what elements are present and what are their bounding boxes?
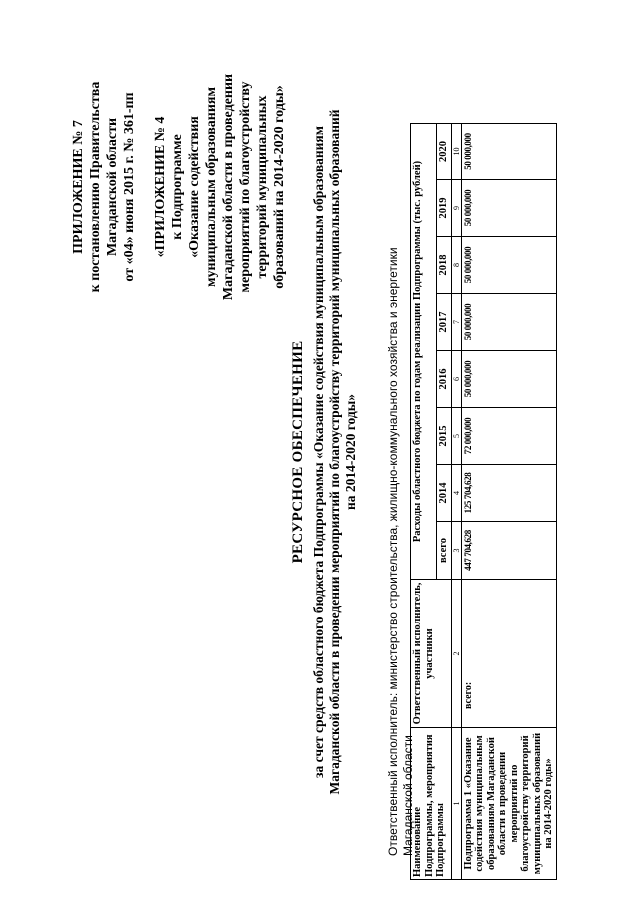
header-year: 2019 bbox=[437, 180, 452, 237]
header-name: Наименование Подпрограммы, мероприятия Подпрограммы bbox=[411, 728, 452, 880]
header-row bbox=[411, 124, 437, 880]
header-expenses: Расходы областного бюджета по годам реализации Подпрограммы (тыс. рублей) bbox=[411, 124, 437, 580]
resource-table bbox=[410, 123, 557, 880]
value-2019: 50 000,000 bbox=[461, 180, 556, 237]
appendix-subtitle: «ПРИЛОЖЕНИЕ № 4 bbox=[153, 116, 168, 258]
appendix-sub-line: муниципальным образованиям bbox=[204, 86, 219, 288]
column-number: 10 bbox=[451, 124, 461, 180]
appendix-sub-line: Магаданской области в проведении bbox=[221, 73, 236, 301]
title-block bbox=[290, 52, 359, 852]
appendix-sub-line: «Оказание содействия bbox=[187, 116, 202, 258]
value-2015: 72 000,000 bbox=[461, 408, 556, 465]
appendix-title: ПРИЛОЖЕНИЕ № 7 bbox=[71, 120, 86, 254]
column-number: 6 bbox=[451, 351, 461, 408]
value-2016: 50 000,000 bbox=[461, 351, 556, 408]
subtitle-line: на 2014-2020 годы» bbox=[343, 393, 358, 511]
document-subtitle bbox=[311, 52, 359, 852]
subtitle-line: за счет средств областного бюджета Подпрограммы «Оказание содействия муниципальным образованиям bbox=[311, 126, 326, 778]
appendix-sub-line: мероприятий по благоустройству bbox=[238, 81, 253, 293]
value-2018: 50 000,000 bbox=[461, 237, 556, 294]
column-number-row bbox=[451, 124, 461, 880]
value-total: 447 704,628 bbox=[461, 522, 556, 580]
column-number: 8 bbox=[451, 237, 461, 294]
column-number: 4 bbox=[451, 465, 461, 522]
appendix-line: Магаданской области bbox=[105, 117, 120, 257]
header-year: 2014 bbox=[437, 465, 452, 522]
appendix-sub-line: образований на 2014-2020 годы» bbox=[272, 85, 287, 289]
appendix-sub-line: территорий муниципальных bbox=[255, 95, 270, 279]
column-number: 1 bbox=[451, 728, 461, 880]
subtitle-line: Магаданской области в проведении мероприятий по благоустройству территорий муниципальных образований bbox=[327, 109, 342, 795]
column-number: 2 bbox=[451, 580, 461, 728]
header-year: 2020 bbox=[437, 124, 452, 180]
column-number: 3 bbox=[451, 522, 461, 580]
document-title: РЕСУРСНОЕ ОБЕСПЕЧЕНИЕ bbox=[290, 340, 306, 564]
header-year: 2018 bbox=[437, 237, 452, 294]
executor-line: Магаданской области bbox=[401, 735, 415, 856]
appendix-line: к постановлению Правительства bbox=[88, 81, 103, 293]
header-year: 2016 bbox=[437, 351, 452, 408]
subprogram-name: Подпрограмма 1 «Оказание содействия муниципальным образованиям Магаданской области в проведении мероприятий по благоустройству территорий муниципальных образований на 2014-2020 годы» bbox=[461, 728, 556, 880]
spacer bbox=[138, 37, 152, 337]
value-2014: 125 704,628 bbox=[461, 465, 556, 522]
responsible-cell: всего: bbox=[461, 580, 556, 728]
header-responsible: Ответственный исполнитель, участники bbox=[411, 580, 452, 728]
value-2017: 50 000,000 bbox=[461, 294, 556, 351]
header-year: 2017 bbox=[437, 294, 452, 351]
value-2020: 50 000,000 bbox=[461, 124, 556, 180]
header-total: всего bbox=[437, 522, 452, 580]
table-row bbox=[461, 124, 556, 880]
appendix-sub-line: к Подпрограмме bbox=[170, 134, 185, 240]
rotated-page bbox=[10, 12, 630, 892]
appendix-block bbox=[70, 37, 288, 337]
appendix-line: от «04» июня 2015 г. № 361-пп bbox=[122, 92, 137, 282]
header-year: 2015 bbox=[437, 408, 452, 465]
executor-line: Ответственный исполнитель: министерство строительства, жилищно-коммунального хозяйства и энергетики bbox=[386, 247, 400, 856]
column-number: 7 bbox=[451, 294, 461, 351]
column-number: 5 bbox=[451, 408, 461, 465]
column-number: 9 bbox=[451, 180, 461, 237]
